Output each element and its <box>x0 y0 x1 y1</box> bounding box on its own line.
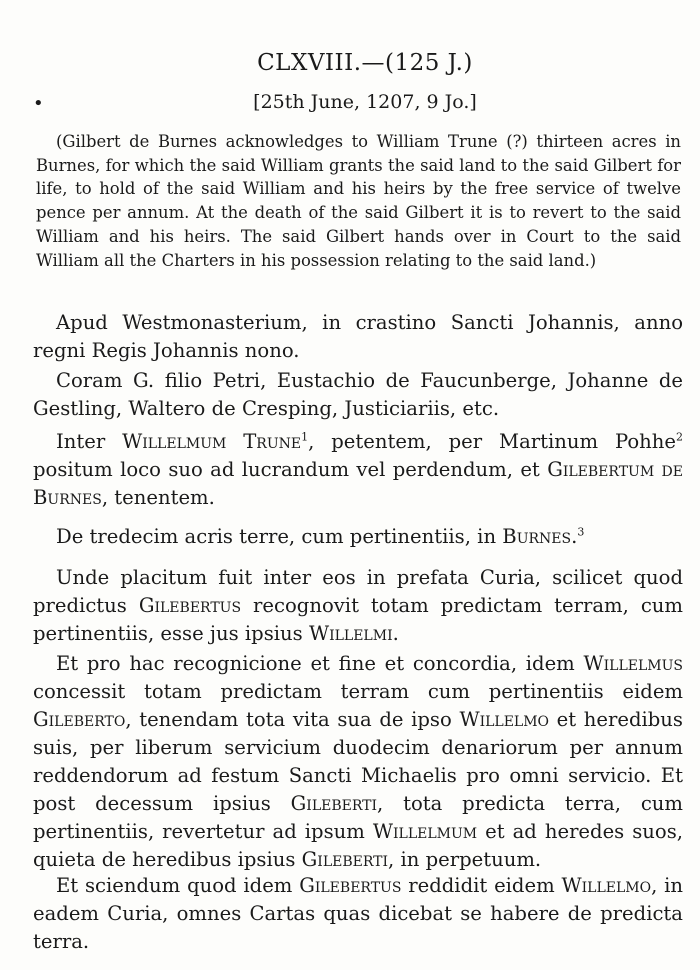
party-name: Gilebertus <box>138 594 242 617</box>
footnote-marker: 3 <box>577 525 585 539</box>
party-name: Willelmus <box>583 652 683 675</box>
text-run: Unde placitum fuit inter eos in prefata Curia, scilicet quod predictus <box>33 566 683 617</box>
text-run: recognovit totam predictam terram, cum pertinentiis, esse jus ipsius <box>33 594 683 645</box>
party-name: Willelmo <box>561 874 652 897</box>
text-run: , petentem, per Martinum Pohhe <box>308 430 676 453</box>
text-run: , tota predicta terra, cum pertinentiis, revertetur ad ipsum <box>33 792 683 843</box>
party-name: Willelmum <box>372 820 478 843</box>
text-run: positum loco suo ad lucrandum vel perdendum, et <box>33 458 548 481</box>
english-summary: (Gilbert de Burnes acknowledges to William Trune (?) thirteen acres in Burnes, for which the said William grants the said land to the said Gilbert for life, to hold of the said William and his heirs by the free service of twelve pence per annum. At the death of the said Gilbert it is to revert to the said William and his heirs. The said Gilbert hands over in Court to the said William all the Charters in his possession relating to the said land.) <box>36 132 681 270</box>
text-run: , tenendam tota vita sua de ipso <box>125 708 460 731</box>
text-run: De tredecim acris terre, cum pertinentiis, in <box>56 525 503 548</box>
text-run: concessit totam predictam terram cum pertinentiis eidem <box>33 680 683 703</box>
margin-dot: • <box>33 93 44 114</box>
text-run: Inter <box>56 430 123 453</box>
text-run: reddidit eidem <box>401 874 562 897</box>
paragraph-place-date: Apud Westmonasterium, in crastino Sancti Johannis, anno regni Regis Johannis nono. <box>33 311 683 362</box>
footnote-marker: 1 <box>301 430 309 444</box>
paragraph-recognition <box>33 564 683 648</box>
paragraph-justices: Coram G. filio Petri, Eustachio de Faucunberge, Johanne de Gestling, Waltero de Cresping, Justiciariis, etc. <box>33 369 683 420</box>
party-name: Gilebertus <box>299 874 402 897</box>
party-name: Willelmi <box>308 622 393 645</box>
text-run: , in eadem Curia, omnes Cartas quas dicebat se habere de predicta terra. <box>33 874 684 953</box>
text-run: , tenentem. <box>101 486 215 509</box>
party-name: Willelmo <box>459 708 550 731</box>
party-name: Willelmum Trune <box>122 430 302 453</box>
party-name: Gileberto <box>33 708 126 731</box>
place-name: Burnes <box>502 525 572 548</box>
text-run: et heredibus suis, per liberum servicium duodecim denariorum per annum reddendorum ad festum Sancti Michaelis pro omni servicio. Et post decessum ipsius <box>33 708 683 815</box>
footnote-marker: 2 <box>675 430 683 444</box>
text-run: et ad heredes suos, quieta de heredibus ipsius <box>33 820 683 871</box>
paragraph-parties <box>33 428 683 512</box>
text-run: Et pro hac recognicione et fine et concordia, idem <box>56 652 584 675</box>
party-name: Gileberti <box>301 848 389 871</box>
text-run: , in perpetuum. <box>388 848 542 871</box>
text-run: . <box>392 622 399 645</box>
text-run: . <box>571 525 578 548</box>
entry-heading: CLXVIII.—(125 J.) <box>257 50 473 76</box>
party-name: Gileberti <box>290 792 378 815</box>
party-name: Gilebertum de Burnes <box>33 458 683 509</box>
paragraph-property <box>33 523 683 551</box>
text-run: Et sciendum quod idem <box>56 874 300 897</box>
paragraph-charters <box>33 872 683 956</box>
entry-date: [25th June, 1207, 9 Jo.] <box>253 91 477 113</box>
paragraph-grant <box>33 650 683 874</box>
